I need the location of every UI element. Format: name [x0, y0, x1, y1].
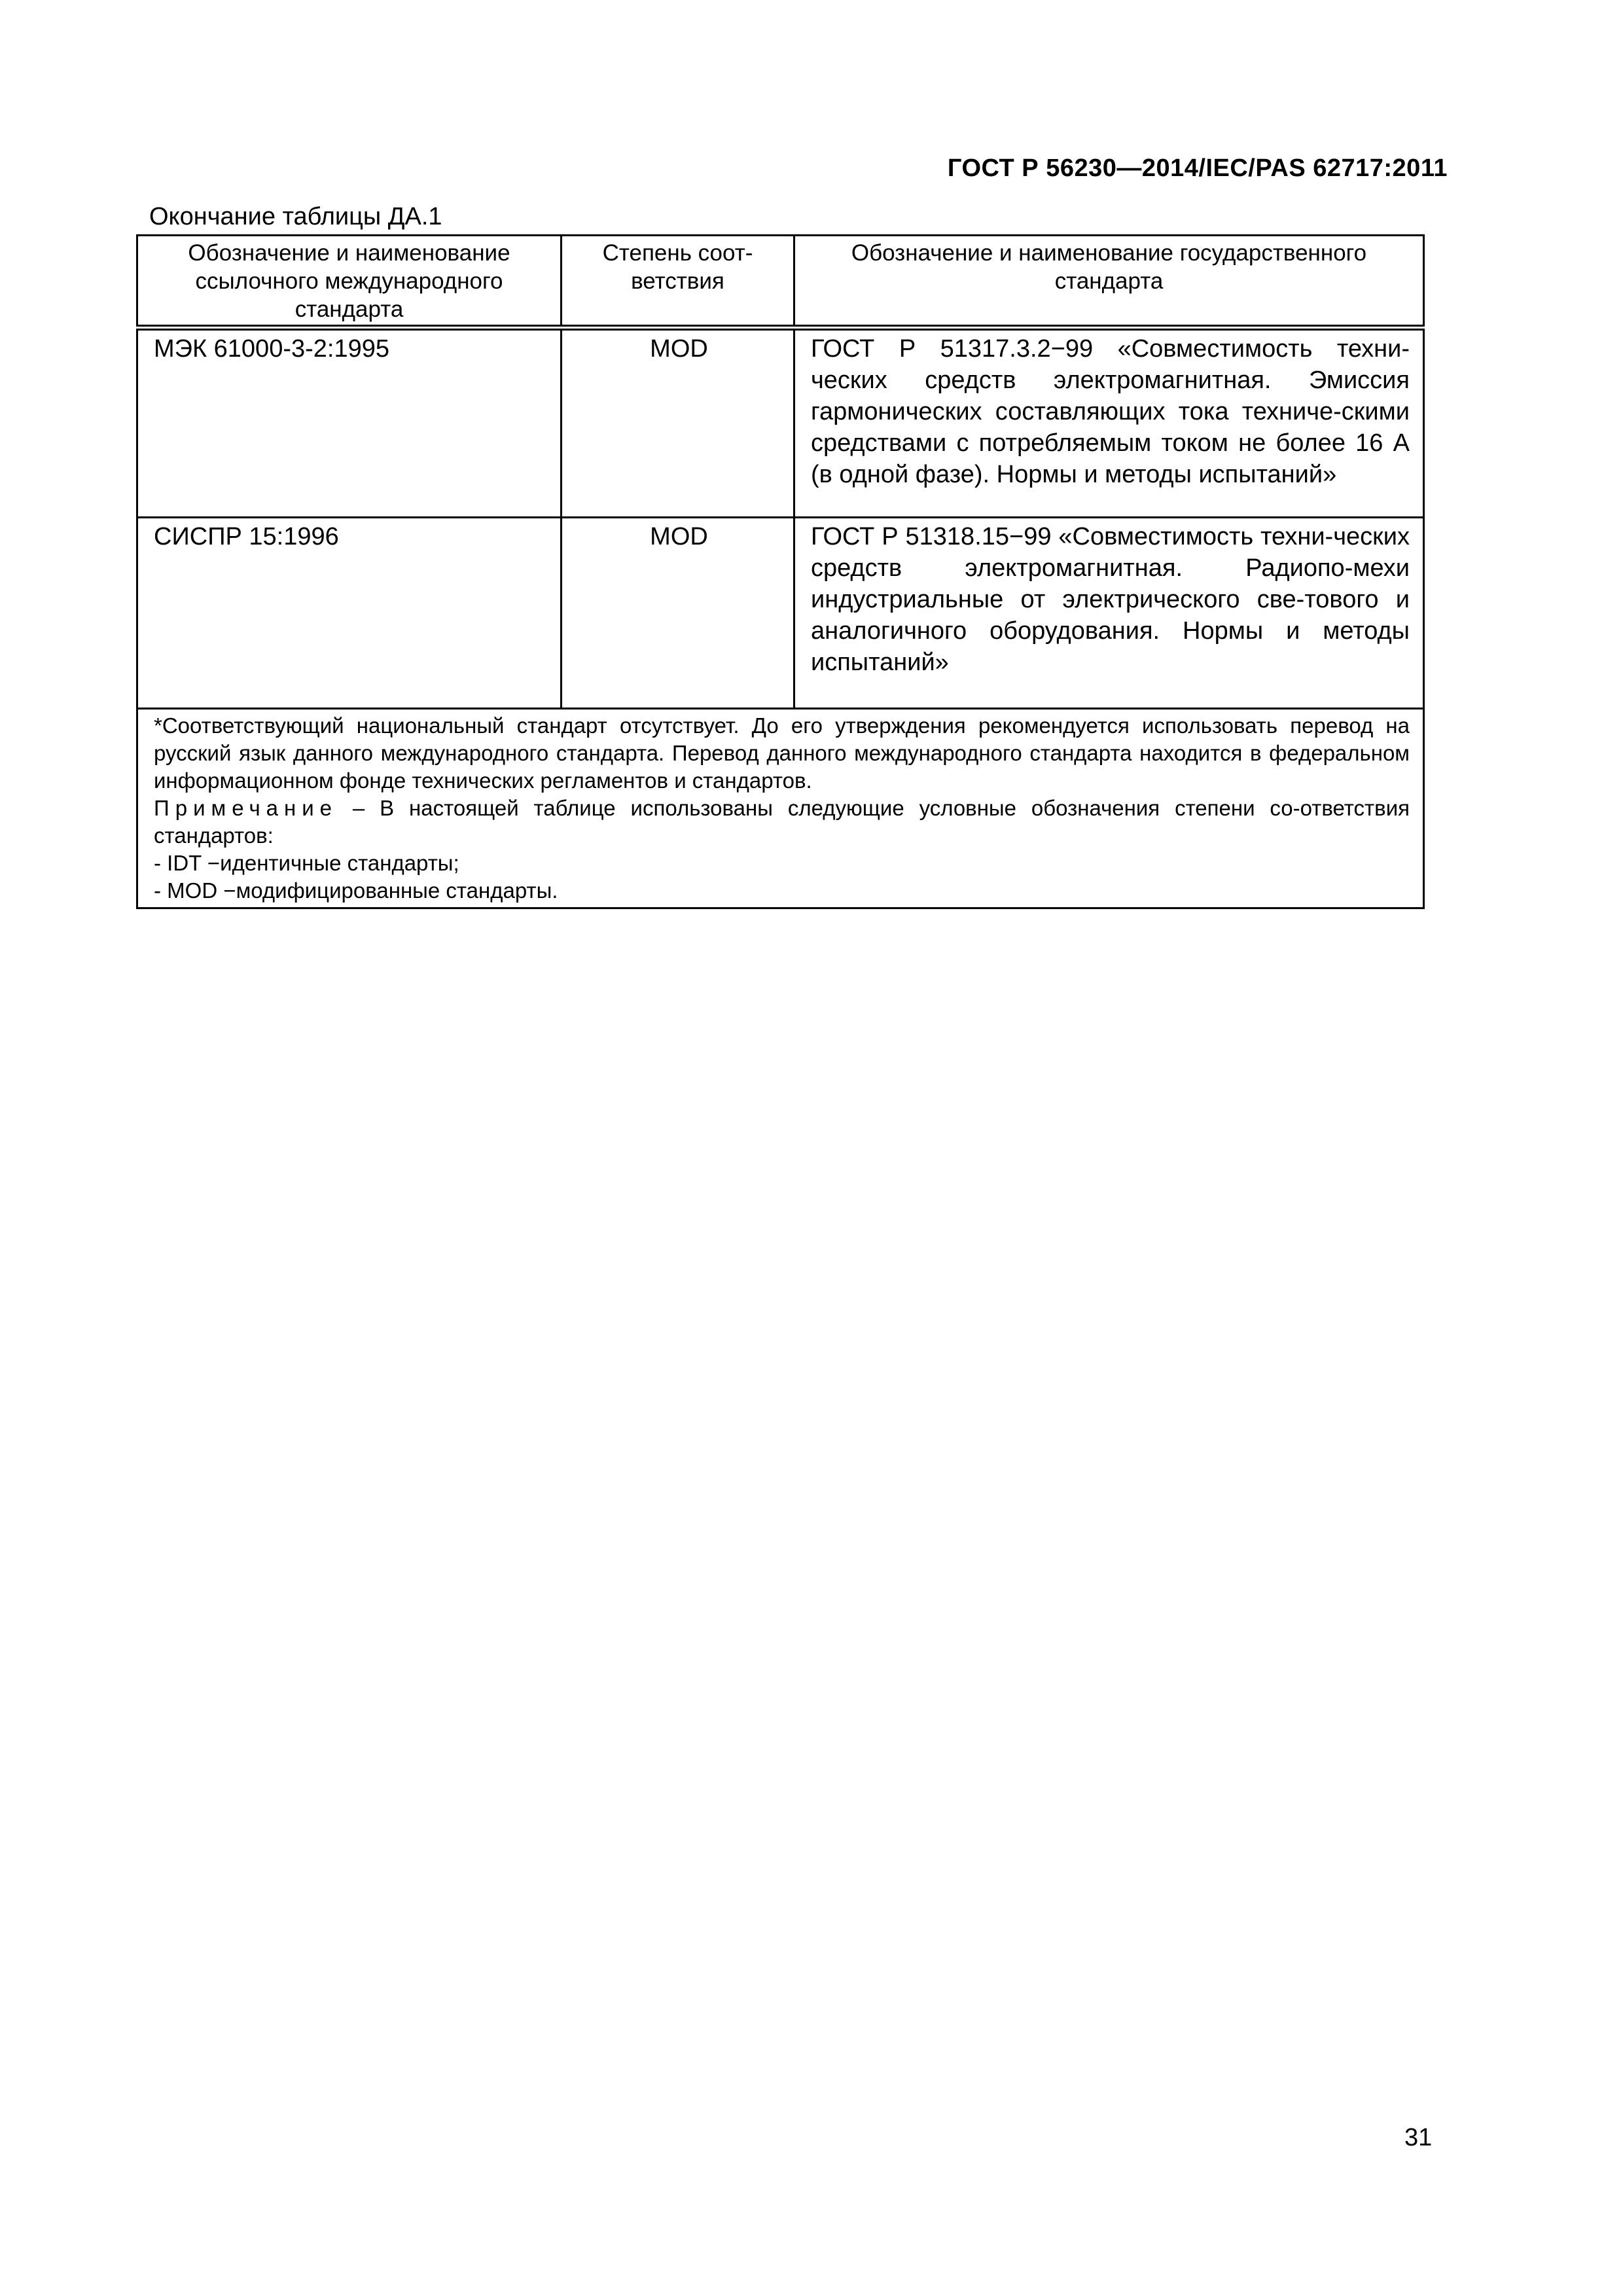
- column-header-degree: Степень соот-ветствия: [562, 236, 794, 328]
- note-text: – В настоящей таблице использованы следующие условные обозначения степени со-ответствия стандартов:: [154, 796, 1410, 848]
- table-row: [137, 518, 1424, 709]
- table-notes-row: [137, 709, 1424, 908]
- note-label: Примечание: [154, 796, 338, 820]
- column-header-international: Обозначение и наименование ссылочного международного стандарта: [137, 236, 562, 328]
- correspondence-table: [136, 234, 1425, 909]
- table-notes: [137, 709, 1424, 908]
- page-number: 31: [1404, 2124, 1433, 2151]
- degree-cell: MOD: [562, 328, 794, 518]
- table-row: [137, 328, 1424, 518]
- legend-item-mod: - MOD −модифицированные стандарты.: [154, 878, 558, 903]
- footnote-text: *Соответствующий национальный стандарт отсутствует. До его утверждения рекомендуется использовать перевод на русский язык данного международного стандарта. Перевод данного международного стандарта находится в федеральном информационном фонде технических регламентов и стандартов.: [154, 713, 1410, 793]
- degree-cell: MOD: [562, 518, 794, 709]
- international-standard-cell: СИСПР 15:1996: [137, 518, 562, 709]
- national-standard-cell: ГОСТ Р 51318.15−99 «Совместимость техни-ческих средств электромагнитная. Радиопо-мехи индустриальные от электрического све-тового и аналогичного оборудования. Нормы и методы испытаний»: [794, 518, 1424, 709]
- column-header-national: Обозначение и наименование государственного стандарта: [794, 236, 1424, 328]
- document-code: ГОСТ Р 56230—2014/IEC/PAS 62717:2011: [947, 154, 1448, 182]
- legend-item-idt: - IDT −идентичные стандарты;: [154, 851, 459, 875]
- national-standard-cell: ГОСТ Р 51317.3.2−99 «Совместимость техни-ческих средств электромагнитная. Эмиссия гармонических составляющих тока техниче-скими средствами с потребляемым током не более 16 А (в одной фазе). Нормы и методы испытаний»: [794, 328, 1424, 518]
- international-standard-cell: МЭК 61000-3-2:1995: [137, 328, 562, 518]
- table-caption: Окончание таблицы ДА.1: [149, 203, 442, 230]
- table-header-row: [137, 236, 1424, 328]
- note-paragraph: [154, 795, 1410, 850]
